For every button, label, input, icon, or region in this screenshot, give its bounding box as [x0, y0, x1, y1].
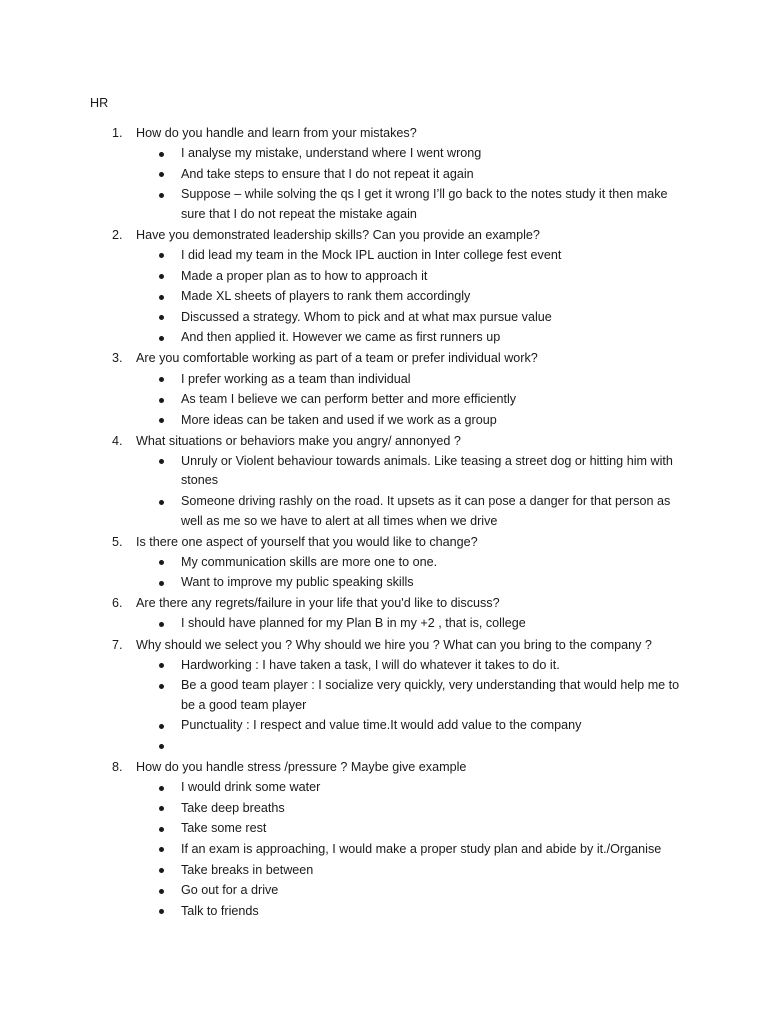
bullet-icon [159, 459, 164, 464]
bullet-icon [159, 274, 164, 279]
answer-bullet [0, 901, 768, 922]
question-text: Are you comfortable working as part of a team or prefer individual work? [136, 351, 538, 366]
bullet-text: Made a proper plan as to how to approach it [181, 268, 428, 283]
bullet-text: Take breaks in between [181, 862, 314, 877]
question-line [0, 635, 768, 656]
bullet-icon [159, 889, 164, 894]
answer-bullet [0, 164, 768, 185]
answer-bullet-list [0, 655, 768, 757]
question-item [0, 635, 768, 757]
bullet-text: And take steps to ensure that I do not repeat it again [181, 166, 474, 181]
bullet-icon [159, 847, 164, 852]
bullet-icon [159, 377, 164, 382]
bullet-icon [159, 172, 164, 177]
question-number: 4. [112, 433, 123, 448]
bullet-icon [159, 806, 164, 811]
question-text: Why should we select you ? Why should we hire you ? What can you bring to the company ? [136, 637, 652, 652]
bullet-icon [159, 500, 164, 505]
bullet-icon [159, 398, 164, 403]
answer-bullet [0, 655, 768, 676]
question-line [0, 123, 768, 144]
bullet-icon [159, 152, 164, 157]
answer-bullet [0, 881, 768, 902]
answer-bullet-list [0, 144, 768, 225]
bullet-text: Take some rest [181, 821, 267, 836]
answer-bullet-list [0, 614, 768, 635]
answer-bullet [0, 676, 768, 716]
question-item [0, 431, 768, 532]
question-number: 2. [112, 227, 123, 242]
bullet-icon [159, 744, 164, 749]
answer-bullet [0, 266, 768, 287]
bullet-icon [159, 909, 164, 914]
answer-bullet [0, 573, 768, 594]
bullet-text: Hardworking : I have taken a task, I will do whatever it takes to do it. [181, 657, 560, 672]
bullet-icon [159, 193, 164, 198]
answer-bullet [0, 839, 768, 860]
question-number: 3. [112, 351, 123, 366]
bullet-text [181, 737, 681, 757]
answer-bullet [0, 451, 768, 491]
bullet-icon [159, 663, 164, 668]
answer-bullet [0, 778, 768, 799]
answer-bullet [0, 492, 768, 532]
bullet-text: If an exam is approaching, I would make a proper study plan and abide by it./Organise [181, 841, 662, 856]
bullet-icon [159, 684, 164, 689]
bullet-icon [159, 315, 164, 320]
bullet-text: Suppose – while solving the qs I get it wrong I’ll go back to the notes study it then make sure that I do not repeat the mistake again [181, 187, 668, 221]
answer-bullet-list [0, 245, 768, 348]
answer-bullet [0, 819, 768, 840]
question-number: 1. [112, 126, 123, 140]
question-line [0, 431, 768, 452]
bullet-text: Punctuality : I respect and value time.It would add value to the company [181, 718, 582, 733]
question-line [0, 757, 768, 778]
answer-bullet [0, 860, 768, 881]
question-text: Is there one aspect of yourself that you would like to change? [136, 534, 478, 549]
bullet-text: My communication skills are more one to one. [181, 554, 438, 569]
answer-bullet [0, 369, 768, 390]
bullet-text: Be a good team player : I socialize very quickly, very understanding that would help me to be a good team player [181, 678, 680, 712]
answer-bullet-list [0, 369, 768, 431]
bullet-text: Talk to friends [181, 903, 259, 918]
bullet-text: I did lead my team in the Mock IPL auction in Inter college fest event [181, 247, 562, 262]
bullet-text: I analyse my mistake, understand where I went wrong [181, 146, 482, 161]
answer-bullet [0, 716, 768, 737]
answer-bullet-list [0, 451, 768, 531]
answer-bullet [0, 328, 768, 349]
question-item [0, 348, 768, 430]
bullet-icon [159, 827, 164, 832]
answer-bullet [0, 798, 768, 819]
bullet-icon [159, 295, 164, 300]
bullet-icon [159, 622, 164, 627]
question-text: How do you handle and learn from your mistakes? [136, 126, 417, 140]
question-number: 8. [112, 760, 123, 775]
bullet-icon [159, 336, 164, 341]
bullet-text: I prefer working as a team than individual [181, 371, 411, 386]
bullet-text: Someone driving rashly on the road. It upsets as it can pose a danger for that person as well as me so we have to alert at all times when we drive [181, 494, 671, 528]
question-item [0, 123, 768, 225]
answer-bullet [0, 736, 768, 757]
answer-bullet [0, 552, 768, 573]
bullet-icon [159, 560, 164, 565]
bullet-text: Go out for a drive [181, 883, 279, 898]
bullet-text: More ideas can be taken and used if we work as a group [181, 412, 497, 427]
answer-bullet [0, 144, 768, 165]
bullet-text: Want to improve my public speaking skills [181, 575, 414, 590]
question-text: Have you demonstrated leadership skills? Can you provide an example? [136, 227, 540, 242]
answer-bullet [0, 245, 768, 266]
bullet-icon [159, 418, 164, 423]
bullet-text: I would drink some water [181, 780, 321, 795]
bullet-text: Unruly or Violent behaviour towards animals. Like teasing a street dog or hitting him with stones [181, 453, 673, 488]
question-number: 7. [112, 637, 123, 652]
answer-bullet [0, 390, 768, 411]
question-item [0, 757, 768, 922]
bullet-text: As team I believe we can perform better and more efficiently [181, 392, 517, 407]
question-line [0, 225, 768, 246]
bullet-icon [159, 253, 164, 258]
bullet-text: Take deep breaths [181, 800, 285, 815]
bullet-icon [159, 786, 164, 791]
bullet-icon [159, 868, 164, 873]
answer-bullet [0, 410, 768, 431]
question-number: 6. [112, 596, 123, 611]
bullet-icon [159, 581, 164, 586]
bullet-text: Discussed a strategy. Whom to pick and at what max pursue value [181, 309, 552, 324]
question-text: Are there any regrets/failure in your life that you'd like to discuss? [136, 596, 500, 611]
question-item [0, 593, 768, 634]
answer-bullet [0, 287, 768, 308]
question-list [0, 123, 768, 922]
question-text: How do you handle stress /pressure ? Maybe give example [136, 760, 467, 775]
question-text: What situations or behaviors make you angry/ annonyed ? [136, 433, 461, 448]
question-item [0, 225, 768, 349]
bullet-icon [159, 724, 164, 729]
answer-bullet-list [0, 552, 768, 593]
bullet-text: And then applied it. However we came as first runners up [181, 330, 501, 345]
answer-bullet [0, 614, 768, 635]
question-item [0, 532, 768, 594]
answer-bullet-list [0, 778, 768, 922]
question-number: 5. [112, 534, 123, 549]
answer-bullet [0, 185, 768, 225]
bullet-text: I should have planned for my Plan B in my +2 , that is, college [181, 616, 526, 631]
document-heading: HR [90, 96, 109, 110]
bullet-text: Made XL sheets of players to rank them accordingly [181, 289, 471, 304]
answer-bullet [0, 307, 768, 328]
question-line [0, 348, 768, 369]
question-line [0, 593, 768, 614]
question-line [0, 532, 768, 553]
